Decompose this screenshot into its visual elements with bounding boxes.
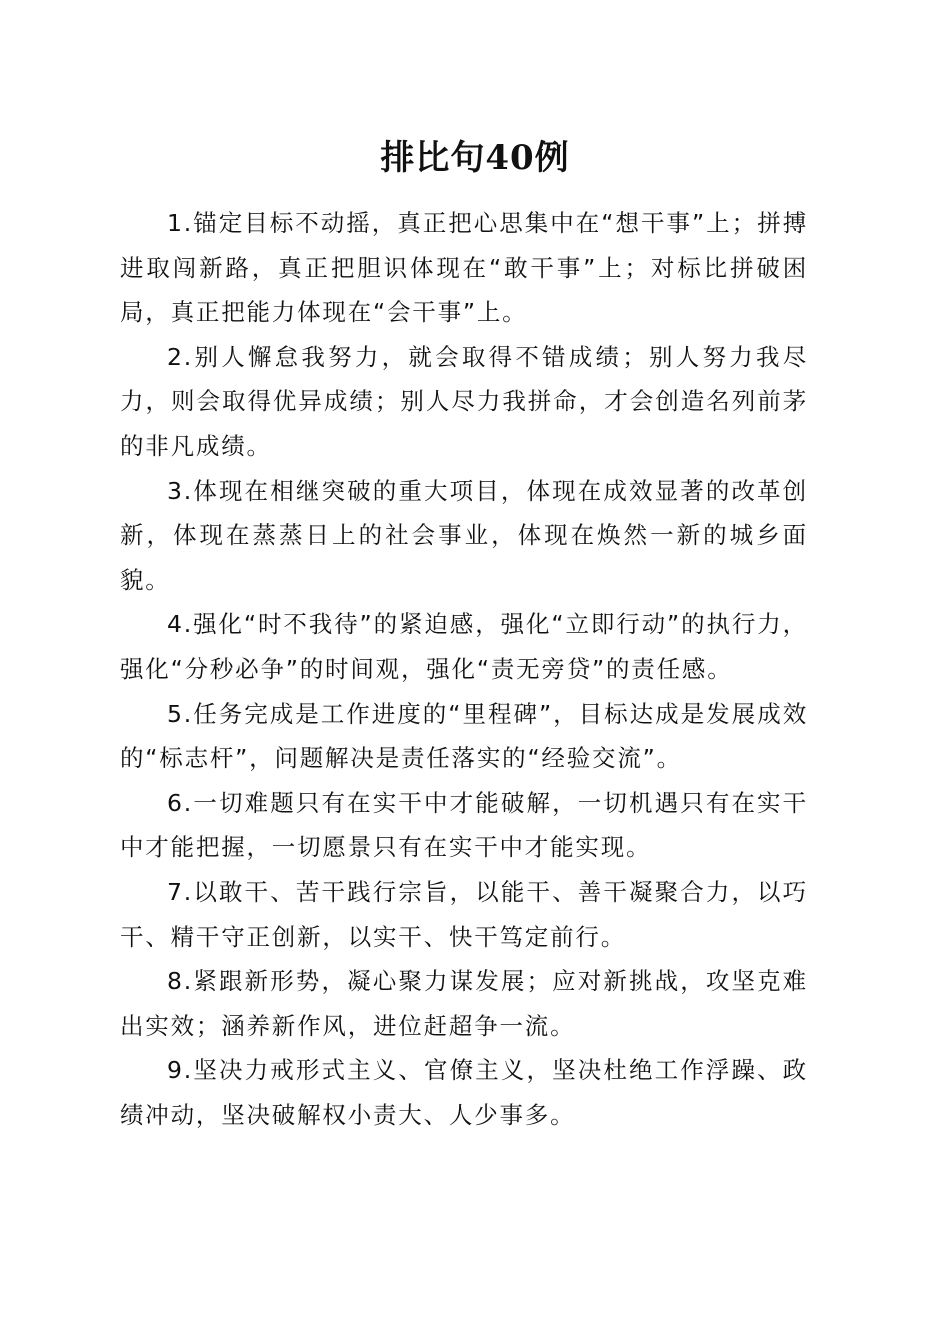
list-item: 9.坚决力戒形式主义、官僚主义，坚决杜绝工作浮躁、政绩冲动，坚决破解权小责大、人少事多。 [120,1056,808,1129]
list-item: 2.别人懈怠我努力，就会取得不错成绩；别人努力我尽力，则会取得优异成绩；别人尽力我拼命，才会创造名列前茅的非凡成绩。 [120,342,808,460]
list-item: 5.任务完成是工作进度的“里程碑”，目标达成是发展成效的“标志杆”，问题解决是责任落实的“经验交流”。 [120,699,808,773]
sentence-list [120,201,808,1137]
list-item: 3.体现在相继突破的重大项目，体现在成效显著的改革创新，体现在蒸蒸日上的社会事业，体现在焕然一新的城乡面貌。 [120,476,808,594]
list-item: 7.以敢干、苦干践行宗旨，以能干、善干凝聚合力，以巧干、精干守正创新，以实干、快干笃定前行。 [120,877,808,951]
document-title: 排比句40例 [380,138,570,178]
list-item: 8.紧跟新形势，凝心聚力谋发展；应对新挑战，攻坚克难出实效；涵养新作风，进位赶超争一流。 [120,967,808,1040]
list-item: 4.强化“时不我待”的紧迫感，强化“立即行动”的执行力，强化“分秒必争”的时间观，强化“责无旁贷”的责任感。 [120,610,808,683]
list-item: 1.锚定目标不动摇，真正把心思集中在“想干事”上；拼搏进取闯新路，真正把胆识体现在“敢干事”上；对标比拼破困局，真正把能力体现在“会干事”上。 [120,209,808,327]
list-item: 6.一切难题只有在实干中才能破解，一切机遇只有在实干中才能把握，一切愿景只有在实干中才能实现。 [120,788,808,862]
